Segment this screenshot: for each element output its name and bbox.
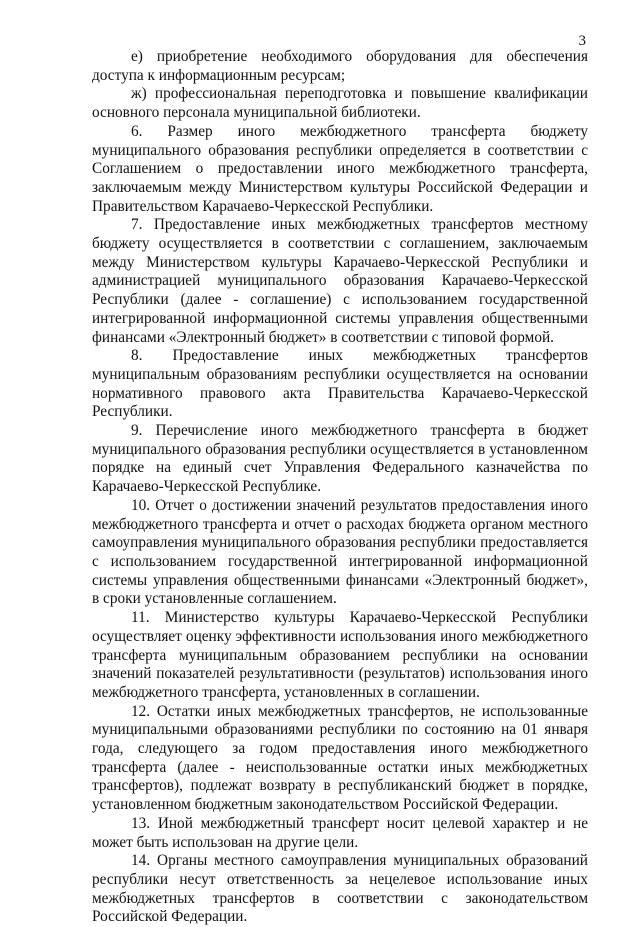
- paragraph-6: 6. Размер иного межбюджетного трансферта бюджету муниципального образования республики определяется в соответствии с Соглашением о предоставлении иного межбюджетного трансферта, заключаемым между Министерством культуры Российской Федерации и Правительством Карачаево-Черкесской Республики.: [92, 122, 588, 215]
- document-body: [92, 48, 588, 927]
- page-number: 3: [578, 33, 586, 49]
- paragraph-7: 7. Предоставление иных межбюджетных трансфертов местному бюджету осуществляется в соответствии с соглашением, заключаемым между Министерством культуры Карачаево-Черкесской Республики и администрацией муниципального образования Карачаево-Черкесской Республики (далее - соглашение) с использованием государственной интегрированной информационной системы управления общественными финансами «Электронный бюджет» в соответствии с типовой формой.: [92, 216, 588, 346]
- paragraph-10: 10. Отчет о достижении значений результатов предоставления иного межбюджетного трансферта и отчет о расходах бюджета органом местного самоуправления муниципального образования республики предоставляется с использованием государственной интегрированной информационной системы управления общественными финансами «Электронный бюджет», в сроки установленные соглашением.: [92, 496, 588, 608]
- paragraph-item-zh: ж) профессиональная переподготовка и повышение квалификации основного персонала муниципальной библиотеки.: [92, 85, 588, 122]
- paragraph-8: 8. Предоставление иных межбюджетных трансфертов муниципальным образованиям республики осуществляется на основании нормативного правового акта Правительства Карачаево-Черкесской Республики.: [92, 347, 588, 421]
- paragraph-14: 14. Органы местного самоуправления муниципальных образований республики несут ответственность за нецелевое использование иных межбюджетных трансфертов в соответствии с законодательством Российской Федерации.: [92, 852, 588, 926]
- paragraph-9: 9. Перечисление иного межбюджетного трансферта в бюджет муниципального образования республики осуществляется в установленном порядке на единый счет Управления Федерального казначейства по Карачаево-Черкесской Республике.: [92, 422, 588, 496]
- paragraph-item-e: е) приобретение необходимого оборудования для обеспечения доступа к информационным ресурсам;: [92, 48, 588, 84]
- paragraph-13: 13. Иной межбюджетный трансферт носит целевой характер и не может быть использован на другие цели.: [92, 814, 588, 851]
- paragraph-11: 11. Министерство культуры Карачаево-Черкесской Республики осуществляет оценку эффективности использования иного межбюджетного трансферта муниципальным образованием республики на основании значений показателей результативности (результатов) использования иного межбюджетного трансферта, установленных в соглашении.: [92, 609, 588, 701]
- paragraph-12: 12. Остатки иных межбюджетных трансфертов, не использованные муниципальными образованиями республики по состоянию на 01 января года, следующего за годом предоставления иного межбюджетного трансферта (далее - неиспользованные остатки иных межбюджетных трансфертов), подлежат возврату в республиканский бюджет в порядке, установленном бюджетным законодательством Российской Федерации.: [92, 702, 588, 814]
